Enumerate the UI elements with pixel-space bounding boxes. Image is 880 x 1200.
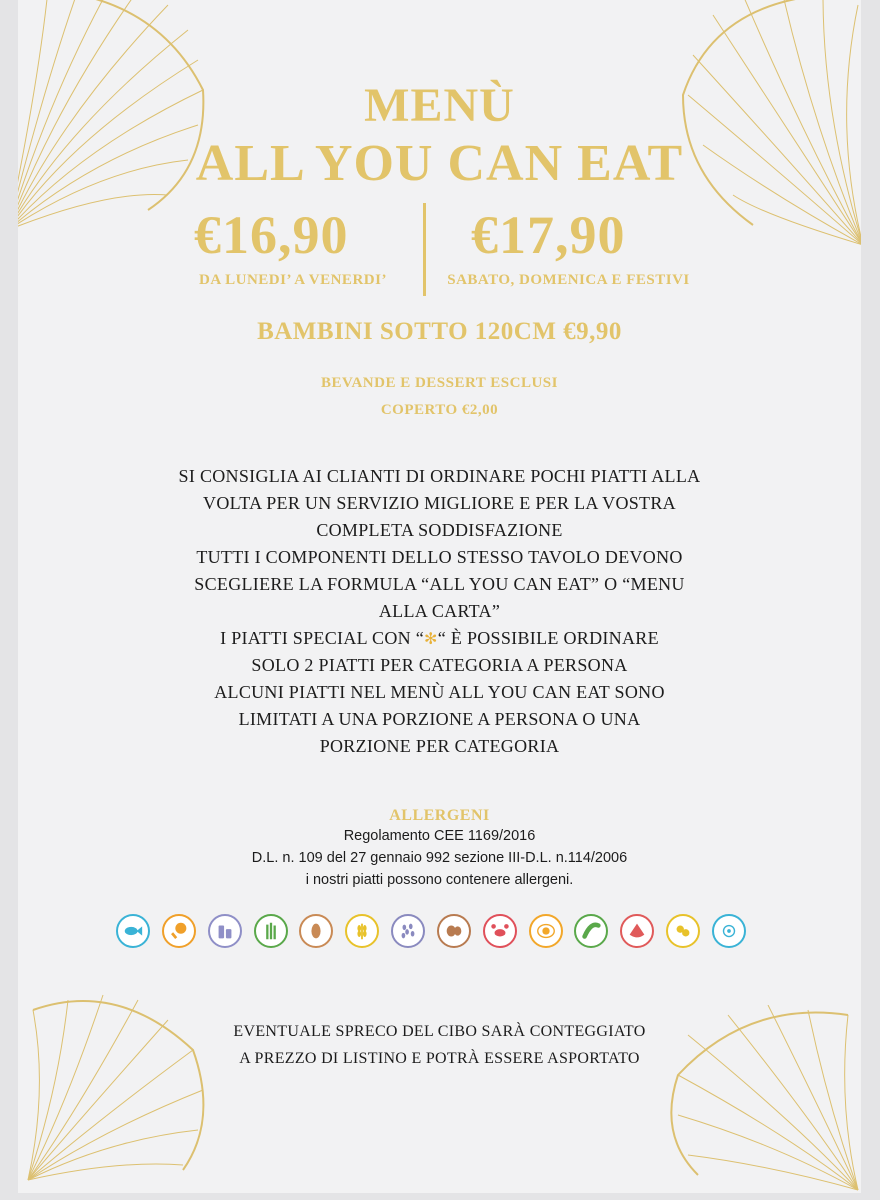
celery-icon [254, 914, 288, 948]
note-line: TUTTI I COMPONENTI DELLO STESSO TAVOLO DEVONO [196, 547, 683, 567]
note-line: PORZIONE PER CATEGORIA [319, 736, 560, 756]
food-waste-notice [18, 1018, 861, 1072]
sulphite-icon [712, 914, 746, 948]
note-line: SCEGLIERE LA FORMULA “ALL YOU CAN EAT” O “MENU [194, 574, 685, 594]
weekend-label: SABATO, DOMENICA E FESTIVI [447, 272, 690, 288]
wheat-icon [345, 914, 379, 948]
note-line: SI CONSIGLIA AI CLIANTI DI ORDINARE POCHI PIATTI ALLA [178, 466, 701, 486]
menu-notes [18, 463, 861, 760]
extras-drinks: BEVANDE E DESSERT ESCLUSI [321, 375, 558, 391]
milk-icon [208, 914, 242, 948]
note-text: “ È POSSIBILE ORDINARE [437, 628, 659, 648]
note-line: ALCUNI PIATTI NEL MENÙ ALL YOU CAN EAT SONO [214, 682, 665, 702]
drumstick-icon [162, 914, 196, 948]
menu-subtitle: ALL YOU CAN EAT [195, 135, 684, 192]
weekend-price: €17,90 [471, 205, 626, 265]
note-line: VOLTA PER UN SERVIZIO MIGLIORE E PER LA VOSTRA [203, 493, 676, 513]
extras-cover-charge: COPERTO €2,00 [380, 402, 499, 418]
lupin-icon [666, 914, 700, 948]
note-text: I PIATTI SPECIAL CON “ [220, 628, 425, 648]
shell-icon [620, 914, 654, 948]
allergens-warning: i nostri piatti possono contenere allergeni. [305, 872, 574, 888]
special-star-icon: ✻ [424, 629, 438, 648]
weekday-price: €16,90 [194, 205, 349, 265]
price-divider [423, 203, 426, 296]
menu-title: MENÙ [364, 79, 515, 132]
kids-price: BAMBINI SOTTO 120CM €9,90 [257, 318, 622, 345]
sesame-icon [391, 914, 425, 948]
fish-icon [116, 914, 150, 948]
nuts-icon [437, 914, 471, 948]
waste-line: A PREZZO DI LISTINO E POTRÀ ESSERE ASPORTATO [239, 1050, 640, 1067]
weekday-label: DA LUNEDI’ A VENERDI’ [199, 272, 387, 288]
note-line: SOLO 2 PIATTI PER CATEGORIA A PERSONA [251, 655, 628, 675]
waste-line: EVENTUALE SPRECO DEL CIBO SARÀ CONTEGGIATO [233, 1023, 646, 1040]
soy-icon [574, 914, 608, 948]
note-line-special [18, 625, 861, 652]
egg-icon [529, 914, 563, 948]
allergens-law: D.L. n. 109 del 27 gennaio 992 sezione III-D.L. n.114/2006 [251, 850, 628, 866]
allergens-title: ALLERGENI [389, 807, 490, 824]
note-line: COMPLETA SODDISFAZIONE [316, 520, 563, 540]
note-line: LIMITATI A UNA PORZIONE A PERSONA O UNA [238, 709, 641, 729]
allergen-icons-row [116, 914, 746, 954]
peanut-icon [299, 914, 333, 948]
allergens-regulation: Regolamento CEE 1169/2016 [343, 828, 536, 844]
menu-page [18, 0, 861, 1193]
note-line: ALLA CARTA” [378, 601, 501, 621]
crab-icon [483, 914, 517, 948]
